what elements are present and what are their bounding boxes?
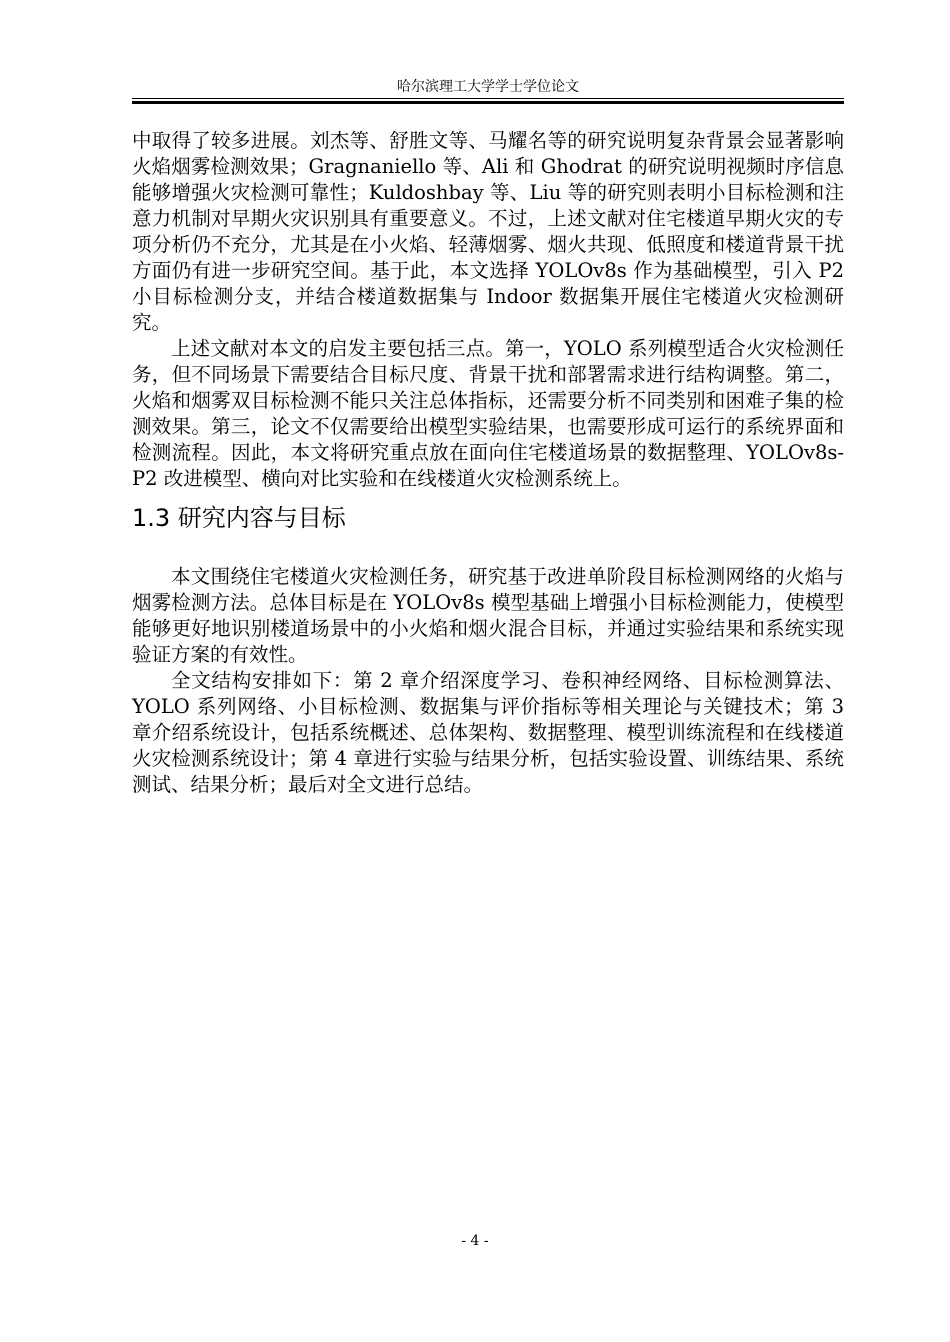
section-heading: 1.3 研究内容与目标 bbox=[132, 504, 346, 532]
body-text bbox=[132, 128, 844, 798]
header-rule-thin bbox=[132, 98, 844, 99]
paragraph-continued: 中取得了较多进展。刘杰等、舒胜文等、马耀名等的研究说明复杂背景会显著影响火焰烟雾检测效果；Gragnaniello 等、Ali 和 Ghodrat 的研究说明视频时序信息能够增强火灾检测可靠性；Kuldoshbay 等、Liu 等的研究则表明小目标检测和注意力机制对早期火灾识别具有重要意义。不过，上述文献对住宅楼道早期火灾的专项分析仍不充分，尤其是在小火焰、轻薄烟雾、烟火共现、低照度和楼道背景干扰方面仍有进一步研究空间。基于此，本文选择 YOLOv8s 作为基础模型，引入 P2 小目标检测分支，并结合楼道数据集与 Indoor 数据集开展住宅楼道火灾检测研究。 bbox=[132, 129, 844, 334]
page-number: - 4 - bbox=[461, 1233, 489, 1249]
running-header: 哈尔滨理工大学学士学位论文 bbox=[397, 79, 579, 95]
paragraph-research-goal: 本文围绕住宅楼道火灾检测任务，研究基于改进单阶段目标检测网络的火焰与烟雾检测方法。总体目标是在 YOLOv8s 模型基础上增强小目标检测能力，使模型能够更好地识别楼道场景中的小火焰和烟火混合目标，并通过实验结果和系统实现验证方案的有效性。 bbox=[132, 565, 844, 666]
paragraph-inspiration: 上述文献对本文的启发主要包括三点。第一，YOLO 系列模型适合火灾检测任务，但不同场景下需要结合目标尺度、背景干扰和部署需求进行结构调整。第二，火焰和烟雾双目标检测不能只关注总体指标，还需要分析不同类别和困难子集的检测效果。第三，论文不仅需要给出模型实验结果，也需要形成可运行的系统界面和检测流程。因此，本文将研究重点放在面向住宅楼道场景的数据整理、YOLOv8s-P2 改进模型、横向对比实验和在线楼道火灾检测系统上。 bbox=[132, 337, 844, 490]
paragraph-structure: 全文结构安排如下：第 2 章介绍深度学习、卷积神经网络、目标检测算法、YOLO 系列网络、小目标检测、数据集与评价指标等相关理论与关键技术；第 3 章介绍系统设计，包括系统概述、总体架构、数据整理、模型训练流程和在线楼道火灾检测系统设计；第 4 章进行实验与结果分析，包括实验设置、训练结果、系统测试、结果分析；最后对全文进行总结。 bbox=[132, 669, 844, 796]
header-rule-thick bbox=[132, 101, 844, 104]
